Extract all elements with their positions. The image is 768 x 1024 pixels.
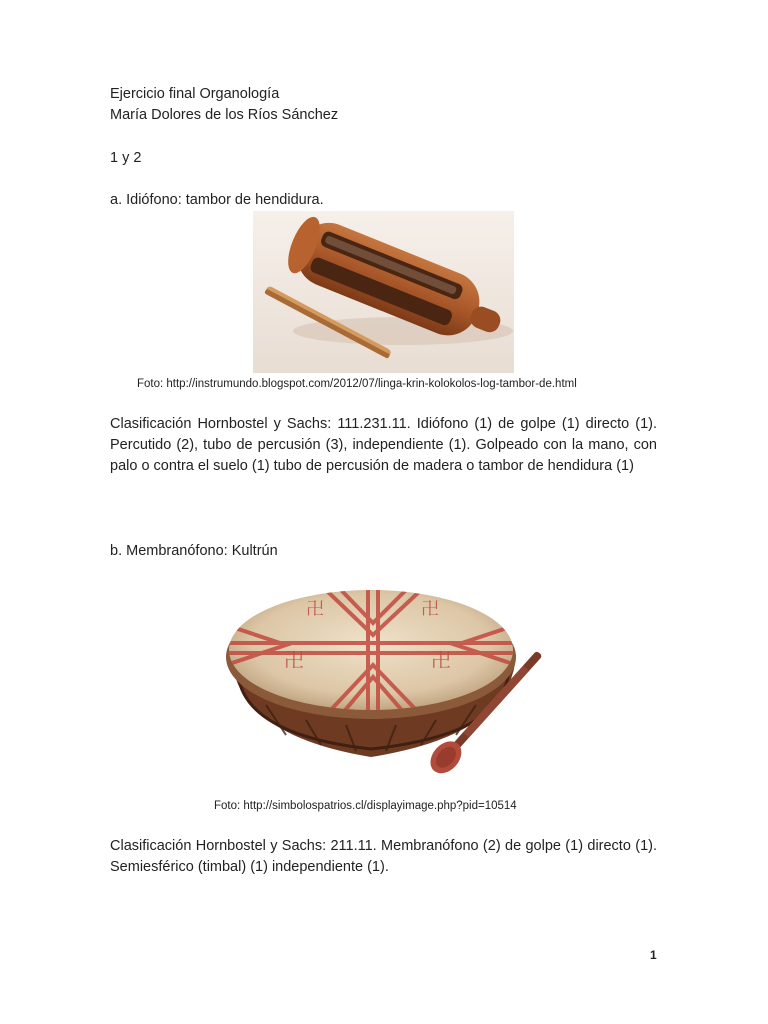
kultrun-drum-icon (226, 585, 546, 795)
item-b-caption: Foto: http://simbolospatrios.cl/displayimage.php?pid=10514 (214, 800, 517, 812)
slit-drum-image (253, 211, 514, 373)
svg-text:卍: 卍 (431, 648, 451, 672)
svg-text:卍: 卍 (421, 599, 439, 620)
item-a-classification: Clasificación Hornbostel y Sachs: 111.231.11. Idiófono (1) de golpe (1) directo (1). Percutido (2), tubo de percusión (3), independiente (1). Golpeado con la mano, con palo o contra el suelo (1) tubo de percusión de madera o tambor de hendidura (1) (110, 416, 657, 474)
author-name: María Dolores de los Ríos Sánchez (110, 107, 339, 123)
item-a-caption: Foto: http://instrumundo.blogspot.com/2012/07/linga-krin-kolokolos-log-tambor-de.html (137, 378, 577, 390)
item-b-classification: Clasificación Hornbostel y Sachs: 211.11. Membranófono (2) de golpe (1) directo (1). Semiesférico (timbal) (1) independiente (1). (110, 838, 657, 875)
svg-text:卍: 卍 (284, 648, 304, 672)
document-title: Ejercicio final Organología (110, 86, 280, 102)
item-b-heading: b. Membranófono: Kultrún (110, 543, 278, 559)
page-number: 1 (650, 948, 657, 962)
kultrun-drum-image (226, 585, 546, 795)
item-a-heading: a. Idiófono: tambor de hendidura. (110, 192, 324, 208)
section-number: 1 y 2 (110, 150, 142, 166)
slit-drum-icon (253, 211, 514, 373)
svg-text:卍: 卍 (306, 599, 324, 620)
